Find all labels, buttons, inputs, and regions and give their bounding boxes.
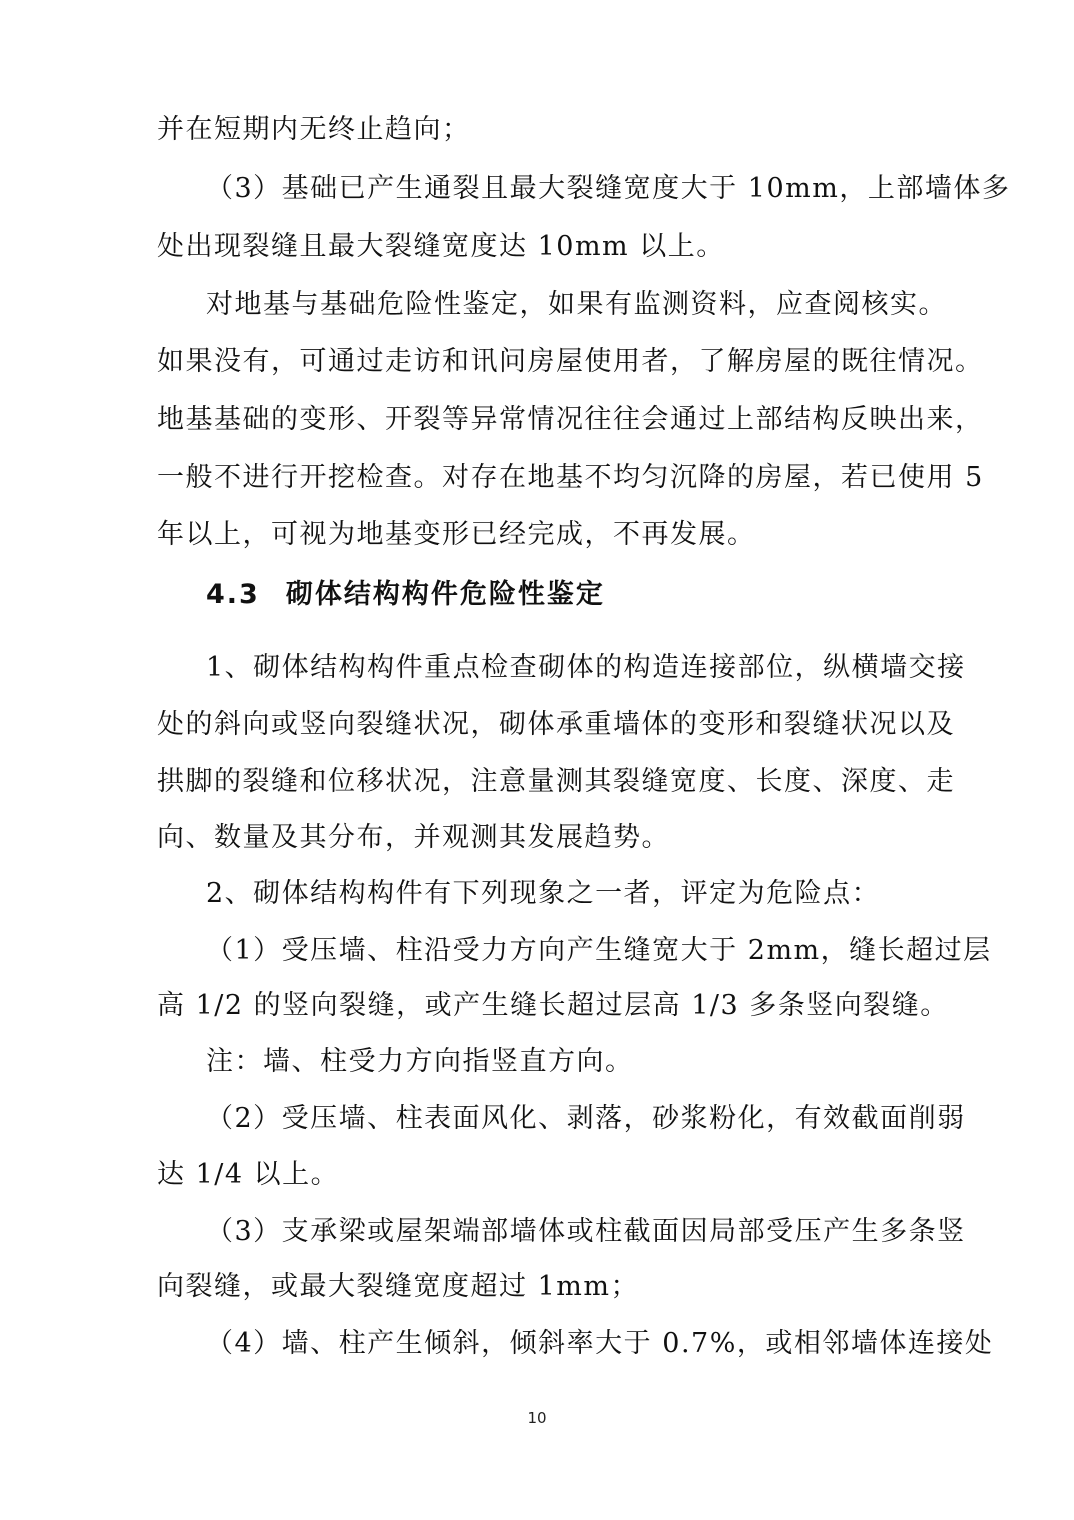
section-heading: [206, 578, 605, 612]
body-line: 1、砌体结构构件重点检查砌体的构造连接部位，纵横墙交接: [206, 652, 966, 683]
body-line: 向、数量及其分布，并观测其发展趋势。: [157, 822, 670, 853]
body-line: 向裂缝，或最大裂缝宽度超过 1mm；: [157, 1271, 639, 1302]
note-line: 注：墙、柱受力方向指竖直方向。: [206, 1046, 634, 1077]
body-line: 高 1/2 的竖向裂缝，或产生缝长超过层高 1/3 多条竖向裂缝。: [157, 990, 949, 1021]
body-line: （2）受压墙、柱表面风化、剥落，砂浆粉化，有效截面削弱: [206, 1103, 966, 1134]
body-line: （1）受压墙、柱沿受力方向产生缝宽大于 2mm，缝长超过层: [206, 935, 992, 966]
body-line: 处出现裂缝且最大裂缝宽度达 10mm 以上。: [157, 231, 725, 262]
body-line: （3）支承梁或屋架端部墙体或柱截面因局部受压产生多条竖: [206, 1216, 966, 1247]
body-line: 地基基础的变形、开裂等异常情况往往会通过上部结构反映出来，: [157, 404, 984, 435]
body-line: 处的斜向或竖向裂缝状况，砌体承重墙体的变形和裂缝状况以及: [157, 709, 955, 740]
section-title: 砌体结构构件危险性鉴定: [285, 579, 605, 610]
body-line: 年以上，可视为地基变形已经完成，不再发展。: [157, 519, 756, 550]
body-line: （3）基础已产生通裂且最大裂缝宽度大于 10mm，上部墙体多: [206, 173, 1011, 204]
page-number: 10: [527, 1409, 547, 1427]
body-line: 如果没有，可通过走访和讯问房屋使用者，了解房屋的既往情况。: [157, 346, 984, 377]
body-line: 2、砌体结构构件有下列现象之一者，评定为危险点：: [206, 878, 881, 909]
body-line: 一般不进行开挖检查。对存在地基不均匀沉降的房屋，若已使用 5: [157, 462, 984, 493]
body-line: 对地基与基础危险性鉴定，如果有监测资料，应查阅核实。: [206, 289, 947, 320]
body-line: 达 1/4 以上。: [157, 1159, 340, 1190]
body-line: （4）墙、柱产生倾斜，倾斜率大于 0.7%，或相邻墙体连接处: [206, 1328, 994, 1359]
body-line: 并在短期内无终止趋向；: [157, 114, 471, 145]
body-line: 拱脚的裂缝和位移状况，注意量测其裂缝宽度、长度、深度、走: [157, 766, 955, 797]
section-number: 4.3: [206, 579, 260, 610]
